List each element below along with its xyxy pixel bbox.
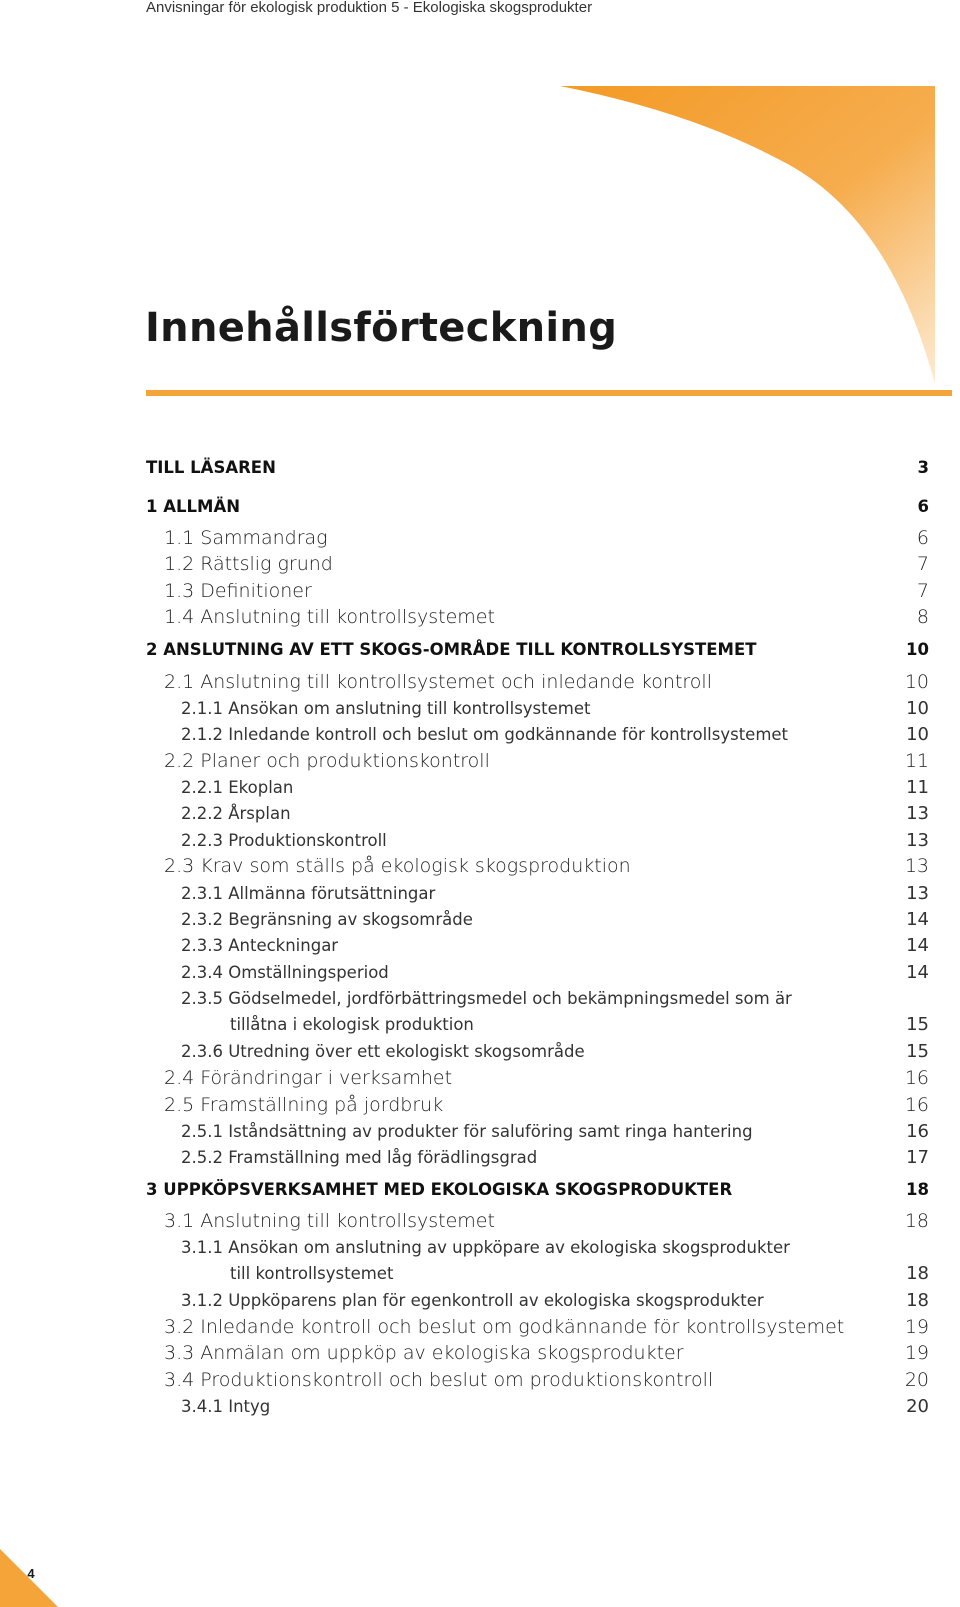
toc-entry-page: 15 <box>906 1041 929 1062</box>
toc-entry-page: 19 <box>904 1316 929 1338</box>
toc-entry-page: 8 <box>916 606 929 628</box>
toc-entry-2-3-5[interactable] <box>0 986 960 1012</box>
toc-entry-label: 2.5.2 Framställning med låg förädlingsgrad <box>181 1148 538 1167</box>
toc-entry-label: TILL LÄSAREN <box>146 458 276 477</box>
toc-entry-label: 2.3.5 Gödselmedel, jordförbättringsmedel och bekämpningsmedel som är <box>181 989 792 1008</box>
toc-entry-label: 1.3 Definitioner <box>164 580 312 602</box>
toc-entry-3-2[interactable] <box>0 1314 960 1340</box>
toc-entry-page: 13 <box>906 830 929 851</box>
toc-entry-label: 3.4.1 Intyg <box>181 1397 271 1416</box>
toc-entry-page: 17 <box>906 1147 929 1168</box>
toc-entry-2-4[interactable] <box>0 1065 960 1091</box>
toc-entry-page: 18 <box>906 1263 929 1284</box>
toc-entry-page: 18 <box>904 1210 929 1232</box>
toc-entry-label: 2.3.1 Allmänna förutsättningar <box>181 884 436 903</box>
toc-entry-label: 3.1.1 Ansökan om anslutning av uppköpare av ekologiska skogsprodukter <box>181 1238 790 1257</box>
toc-entry-label: 2.2.1 Ekoplan <box>181 778 294 797</box>
toc-entry-label: 2.2 Planer och produktionskontroll <box>164 750 490 772</box>
page-title: Innehållsförteckning <box>145 305 618 351</box>
toc-entry-3-1-1-continued[interactable] <box>0 1261 960 1287</box>
toc-entry-page: 18 <box>906 1290 929 1311</box>
toc-entry-2-2[interactable] <box>0 748 960 774</box>
toc-entry-1-2[interactable] <box>0 551 960 577</box>
toc-entry-page: 15 <box>906 1014 929 1035</box>
orange-arc-decoration <box>0 0 960 420</box>
toc-entry-page: 13 <box>906 883 929 904</box>
running-header: Anvisningar för ekologisk produktion 5 - Ekologiska skogsprodukter <box>146 0 593 16</box>
title-rule <box>146 390 952 396</box>
toc-entry-label: till kontrollsystemet <box>230 1264 394 1283</box>
toc-entry-label: 2.4 Förändringar i verksamhet <box>164 1067 453 1089</box>
toc-entry-label: 2 ANSLUTNING AV ETT SKOGS-OMRÅDE TILL KONTROLLSYSTEMET <box>146 640 757 659</box>
toc-entry-2-3-3[interactable] <box>0 933 960 959</box>
toc-entry-2-3-5-continued[interactable] <box>0 1012 960 1038</box>
toc-entry-2-3-1[interactable] <box>0 881 960 907</box>
toc-entry-till-lasaren[interactable] <box>0 455 960 481</box>
toc-entry-3-4[interactable] <box>0 1367 960 1393</box>
toc-entry-label: 3.1.2 Uppköparens plan för egenkontroll av ekologiska skogsprodukter <box>181 1291 764 1310</box>
toc-entry-2-2-1[interactable] <box>0 775 960 801</box>
toc-entry-2-5[interactable] <box>0 1092 960 1118</box>
toc-entry-2-1-1[interactable] <box>0 696 960 722</box>
toc-entry-page: 6 <box>917 497 929 516</box>
toc-entry-2-2-3[interactable] <box>0 828 960 854</box>
toc-entry-page: 16 <box>906 1121 929 1142</box>
toc-entry-page: 10 <box>906 724 929 745</box>
toc-entry-3-1[interactable] <box>0 1208 960 1234</box>
toc-entry-page: 10 <box>906 640 929 659</box>
toc-entry-chapter-2[interactable] <box>0 637 960 663</box>
toc-entry-3-4-1[interactable] <box>0 1394 960 1420</box>
toc-entry-2-3-2[interactable] <box>0 907 960 933</box>
toc-entry-label: 3.4 Produktionskontroll och beslut om produktionskontroll <box>164 1369 714 1391</box>
toc-entry-page: 13 <box>904 855 929 877</box>
toc-entry-1-4[interactable] <box>0 604 960 630</box>
toc-entry-page: 11 <box>904 750 929 772</box>
toc-entry-2-3[interactable] <box>0 853 960 879</box>
toc-entry-label: 2.1.1 Ansökan om anslutning till kontrollsystemet <box>181 699 591 718</box>
toc-entry-chapter-3[interactable] <box>0 1177 960 1203</box>
toc-entry-label: 1.1 Sammandrag <box>164 527 328 549</box>
toc-entry-label: 2.1.2 Inledande kontroll och beslut om godkännande för kontrollsystemet <box>181 725 789 744</box>
toc-entry-label: 2.3.2 Begränsning av skogsområde <box>181 910 473 929</box>
toc-entry-2-1[interactable] <box>0 669 960 695</box>
page-number: 4 <box>27 1566 35 1581</box>
toc-entry-label: 1 ALLMÄN <box>146 497 241 516</box>
toc-entry-3-1-1[interactable] <box>0 1235 960 1261</box>
toc-entry-page: 19 <box>904 1342 929 1364</box>
toc-entry-label: 2.3 Krav som ställs på ekologisk skogsproduktion <box>164 855 631 877</box>
toc-entry-1-1[interactable] <box>0 525 960 551</box>
toc-entry-allman[interactable] <box>0 494 960 520</box>
toc-entry-page: 11 <box>906 777 929 798</box>
toc-entry-label: 3.2 Inledande kontroll och beslut om godkännande för kontrollsystemet <box>164 1316 845 1338</box>
toc-entry-page: 3 <box>917 458 929 477</box>
toc-entry-label: 2.1 Anslutning till kontrollsystemet och inledande kontroll <box>164 671 712 693</box>
toc-entry-label: 3 UPPKÖPSVERKSAMHET MED EKOLOGISKA SKOGSPRODUKTER <box>146 1180 733 1199</box>
toc-entry-page: 14 <box>906 909 929 930</box>
toc-entry-label: 3.1 Anslutning till kontrollsystemet <box>164 1210 495 1232</box>
toc-entry-label: 1.4 Anslutning till kontrollsystemet <box>164 606 495 628</box>
toc-entry-label: 2.3.3 Anteckningar <box>181 936 339 955</box>
toc-entry-2-2-2[interactable] <box>0 801 960 827</box>
toc-entry-page: 7 <box>916 553 929 575</box>
toc-entry-page: 16 <box>904 1094 929 1116</box>
toc-entry-2-3-4[interactable] <box>0 960 960 986</box>
toc-entry-label: 1.2 Rättslig grund <box>164 553 333 575</box>
toc-entry-3-1-2[interactable] <box>0 1288 960 1314</box>
toc-entry-page: 6 <box>916 527 929 549</box>
toc-entry-1-3[interactable] <box>0 578 960 604</box>
toc-entry-page: 20 <box>904 1369 929 1391</box>
toc-entry-label: 2.2.2 Årsplan <box>181 804 291 823</box>
toc-entry-page: 16 <box>904 1067 929 1089</box>
toc-entry-page: 14 <box>906 962 929 983</box>
toc-entry-page: 20 <box>906 1396 929 1417</box>
toc-entry-label: 2.2.3 Produktionskontroll <box>181 831 387 850</box>
toc-entry-label: 2.5 Framställning på jordbruk <box>164 1094 444 1116</box>
toc-entry-page: 10 <box>904 671 929 693</box>
toc-entry-page: 7 <box>916 580 929 602</box>
toc-entry-label: 3.3 Anmälan om uppköp av ekologiska skogsprodukter <box>164 1342 684 1364</box>
toc-entry-2-5-2[interactable] <box>0 1145 960 1171</box>
toc-entry-page: 18 <box>906 1180 929 1199</box>
toc-entry-label: 2.3.6 Utredning över ett ekologiskt skogsområde <box>181 1042 585 1061</box>
toc-entry-label: 2.5.1 Iståndsättning av produkter för saluföring samt ringa hantering <box>181 1122 753 1141</box>
toc-entry-3-3[interactable] <box>0 1340 960 1366</box>
toc-entry-page: 13 <box>906 803 929 824</box>
toc-entry-page: 14 <box>906 935 929 956</box>
toc-entry-label: 2.3.4 Omställningsperiod <box>181 963 389 982</box>
toc-entry-page: 10 <box>906 698 929 719</box>
toc-entry-2-5-1[interactable] <box>0 1119 960 1145</box>
toc-entry-2-1-2[interactable] <box>0 722 960 748</box>
toc-entry-label: tillåtna i ekologisk produktion <box>230 1015 474 1034</box>
toc-entry-2-3-6[interactable] <box>0 1039 960 1065</box>
